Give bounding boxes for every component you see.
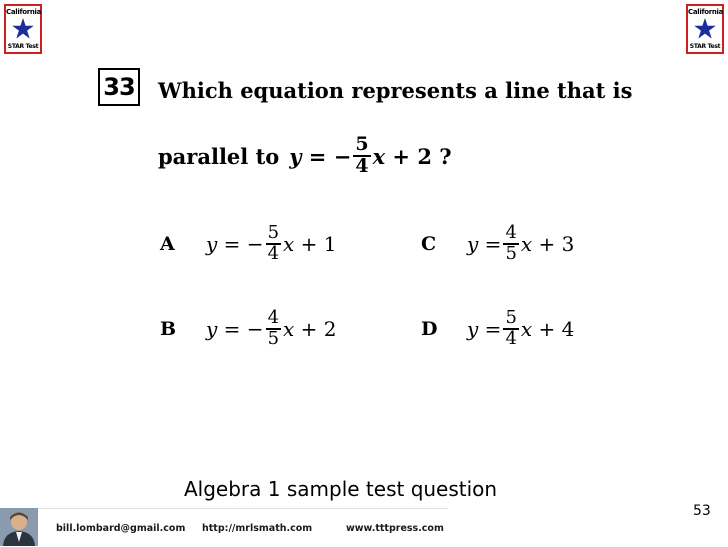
question-text-line2 [158,128,452,184]
equation-variable: x [520,232,533,256]
equation-fraction [503,224,518,263]
option-letter: B [160,318,177,340]
fraction-numerator: 5 [267,222,280,244]
page-number: 53 [693,503,711,519]
option-letter: D [421,318,438,340]
question-text-line1: Which equation represents a line that is [158,78,633,103]
equation-fraction [353,135,370,176]
equation-equals: = [484,317,502,341]
answer-option-c[interactable] [421,216,574,272]
equation-constant: + 3 [538,232,575,256]
question-mark: ? [439,143,452,169]
footer-email-link[interactable]: bill.lombard@gmail.com [56,523,186,534]
footer-website-link-mrlsmath[interactable]: http://mrlsmath.com [202,523,313,534]
equation-equals: = [223,317,241,341]
equation-equals: = [223,232,241,256]
equation-lhs: y [289,143,302,169]
fraction-numerator: 5 [505,307,517,329]
option-equation [206,224,337,263]
star-icon [693,17,717,41]
slide-caption: Algebra 1 sample test question [184,477,498,501]
equation-variable: x [283,232,295,256]
logo-top-text: California [6,8,42,16]
equation-lhs: y [467,317,479,341]
fraction-denominator: 4 [355,154,369,177]
fraction-numerator: 5 [355,133,369,156]
author-photo [0,508,38,546]
equation-equals: = [484,232,502,256]
footer-website-link-tttpress[interactable]: www.tttpress.com [346,523,444,534]
equation-variable: x [520,317,533,341]
equation-fraction [266,309,281,348]
logo-bottom-text: STAR Test [7,43,39,50]
fraction-denominator: 4 [267,242,280,264]
california-star-logo-left [4,4,42,54]
answer-option-b[interactable] [160,301,337,357]
question-number: 33 [98,68,140,106]
fraction-denominator: 5 [267,327,280,349]
fraction-denominator: 4 [505,327,517,349]
equation-variable: x [372,143,386,169]
equation-sign: − [246,317,264,341]
equation-constant: + 2 [392,143,432,169]
equation-constant: + 2 [300,317,337,341]
fraction-numerator: 4 [267,307,280,329]
equation-lhs: y [467,232,479,256]
equation-sign: − [246,232,264,256]
california-star-logo-right [686,4,724,54]
person-icon [0,508,38,546]
fraction-denominator: 5 [505,242,517,264]
equation-lhs: y [206,317,218,341]
option-letter: C [421,233,437,255]
equation-constant: + 1 [300,232,337,256]
star-icon [11,17,35,41]
answer-option-a[interactable] [160,216,337,272]
answer-option-d[interactable] [421,301,574,357]
logo-top-text: California [688,8,724,16]
option-letter: A [160,233,175,255]
equation-fraction [266,224,281,263]
equation-equals: = [308,143,327,169]
fraction-numerator: 4 [505,222,517,244]
equation-variable: x [283,317,295,341]
equation-fraction [503,309,518,348]
equation-lhs: y [206,232,218,256]
question-prefix: parallel to [158,143,280,169]
logo-bottom-text: STAR Test [689,43,721,50]
option-equation [206,309,337,348]
equation-constant: + 4 [538,317,575,341]
option-equation [467,309,574,348]
equation-sign: − [333,143,352,169]
option-equation [467,224,574,263]
given-equation [289,135,451,176]
